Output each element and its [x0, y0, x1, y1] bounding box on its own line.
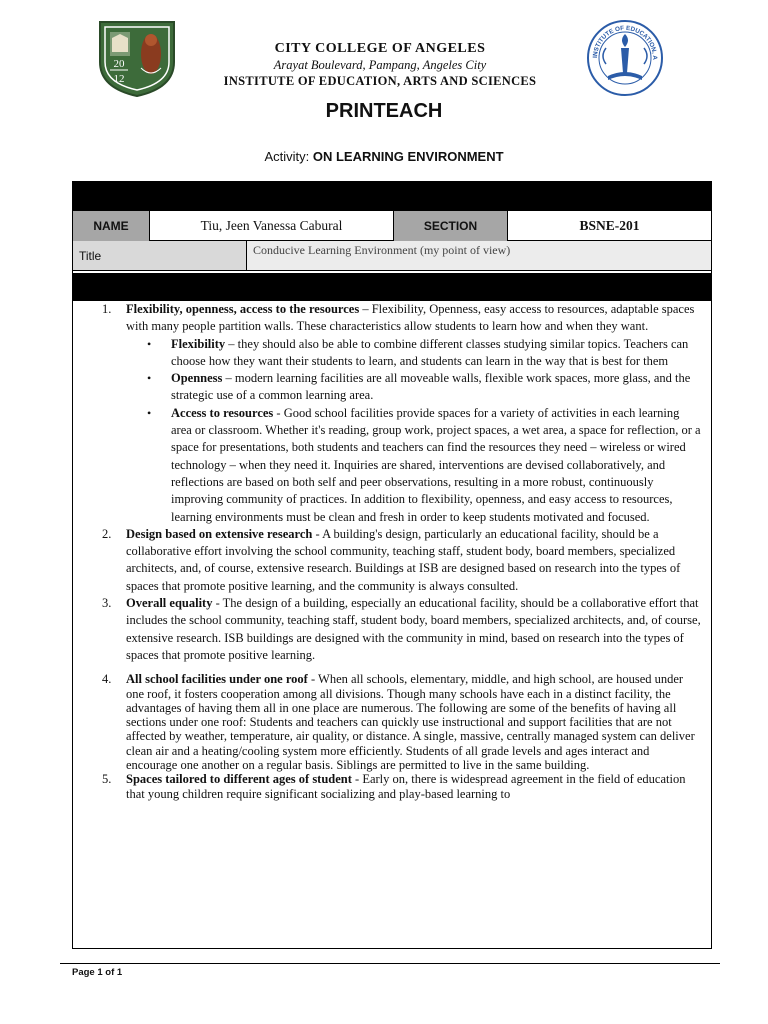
document-title: PRINTEACH [325, 100, 443, 122]
bullet-icon: • [147, 371, 152, 386]
title-label: Title [73, 241, 247, 270]
item-text: - The design of a building, especially an educational facility, should be a collaborative effort that includes the school community, teaching staff, student body, board members, specialized architects, and, of course, extensive research. ISB buildings are designed with the community in mind, based on research into the types of spaces that promote positive learning. [126, 596, 701, 662]
bullet-icon: • [147, 405, 152, 420]
college-address: Arayat Boulevard, Pampang, Angeles City [273, 58, 487, 72]
institute-name: INSTITUTE OF EDUCATION, ARTS AND SCIENCES [223, 74, 537, 88]
content-body [73, 301, 711, 801]
college-heading [180, 41, 580, 89]
section-value: BSNE-201 [579, 218, 640, 233]
item-heading: Design based on extensive research [126, 526, 313, 541]
activity-line [0, 149, 768, 164]
list-item [73, 595, 711, 664]
info-row [73, 211, 711, 241]
item-text: - A building's design, particularly an educational facility, should be a collaborative effort involving the school community, teaching staff, student body, board members, specialized architects, and, of course, extensive research. Buildings at ISB are designed based on research into the types of spaces that promote positive learning, and the community is always consulted. [126, 526, 681, 593]
item-text: – Flexibility, Openness, easy access to resources, adaptable spaces with many people partition walls. These characteristics allow students to learn how and when they want. [126, 302, 695, 334]
list-item [73, 772, 711, 801]
sub-item-heading: Openness [171, 371, 223, 386]
item-heading: Overall equality [126, 596, 213, 611]
seal-year-bottom: 12 [113, 73, 125, 85]
seal-ring-text: INSTITUTE OF EDUCATION, A [591, 24, 659, 60]
sub-item-heading: Flexibility [171, 336, 226, 351]
college-name: CITY COLLEGE OF ANGELES [274, 41, 486, 56]
sub-item-text: - Good school facilities provide spaces for a variety of activities in each learning area or classroom. Whether it's reading, group work, project spaces, a wet area, a space for reflection, or a space for presentations, both students and teachers can find the resources they need – wireless or wired technology – when they need it. Inquiries are shared, interventions are devised collaboratively, and reflections are based on both self and peer observations, resulting in a more robust, continuously improving community of practices. In addition to flexibility, openness, and easy access to resources, learning environments must be clean and fresh in order to keep students motivated and focused. [171, 405, 701, 524]
seal-year-top: 20 [113, 58, 125, 70]
item-text: - When all schools, elementary, middle, and high school, are housed under one roof, it fosters cooperation among all divisions. Though many schools have each in a distinct facility, the advantages of having them all in one place are numerous. The following are some of the benefits of having all sections under one roof: Students and teachers can quickly use instructional and support facilities that are not affected by weather, temperature, air quality, or distance. A single, massive, centrally managed system can deliver clean air and a heating/cooling system more efficiently. Students of all grade levels and ages interact and encourage one another on a regular basis. Siblings are permitted to live in the same building. [126, 672, 695, 773]
item-heading: All school facilities under one roof [126, 672, 308, 687]
list-item [73, 526, 711, 595]
list-item [73, 672, 711, 772]
item-number: 1. [102, 302, 112, 316]
divider-bar [73, 273, 711, 301]
sub-item-text: – they should also be able to combine different classes studying similar topics. Teachers can choose how they want their students to learn, and students can learn in the way that is best for them [171, 336, 689, 368]
college-seal-logo [96, 18, 178, 98]
list-item [73, 301, 711, 336]
header-bar [73, 182, 711, 211]
name-value: Tiu, Jeen Vanessa Cabural [150, 211, 394, 241]
name-label: NAME [73, 211, 150, 241]
activity-label: Activity: [264, 149, 310, 164]
sub-item-heading: Access to resources [171, 405, 274, 420]
document-header [0, 0, 768, 164]
item-heading: Flexibility, openness, access to the resources [126, 302, 360, 316]
item-text: - Early on, there is widespread agreement in the field of education that young children require significant socializing and play-based learning to [126, 772, 686, 801]
bullet-icon: • [147, 336, 152, 351]
institute-seal-logo [584, 18, 666, 98]
title-value: Conducive Learning Environment (my point of view) [247, 241, 711, 270]
page-number: Page 1 of 1 [72, 967, 123, 978]
item-number: 2. [102, 526, 112, 541]
sub-list-item [73, 370, 711, 405]
spacer [73, 664, 711, 672]
title-row [73, 241, 711, 271]
sub-item-text: – modern learning facilities are all moveable walls, flexible work spaces, more glass, and the strategic use of a common learning area. [171, 371, 691, 403]
footer-divider [60, 963, 720, 964]
item-number: 4. [102, 672, 112, 687]
activity-value: ON LEARNING ENVIRONMENT [312, 149, 504, 164]
item-number: 5. [102, 772, 112, 787]
section-label: SECTION [394, 211, 508, 241]
item-heading: Spaces tailored to different ages of student [126, 772, 352, 787]
item-number: 3. [102, 596, 112, 611]
sub-list-item [73, 336, 711, 371]
activity-form [72, 181, 712, 949]
sub-list-item [73, 405, 711, 526]
